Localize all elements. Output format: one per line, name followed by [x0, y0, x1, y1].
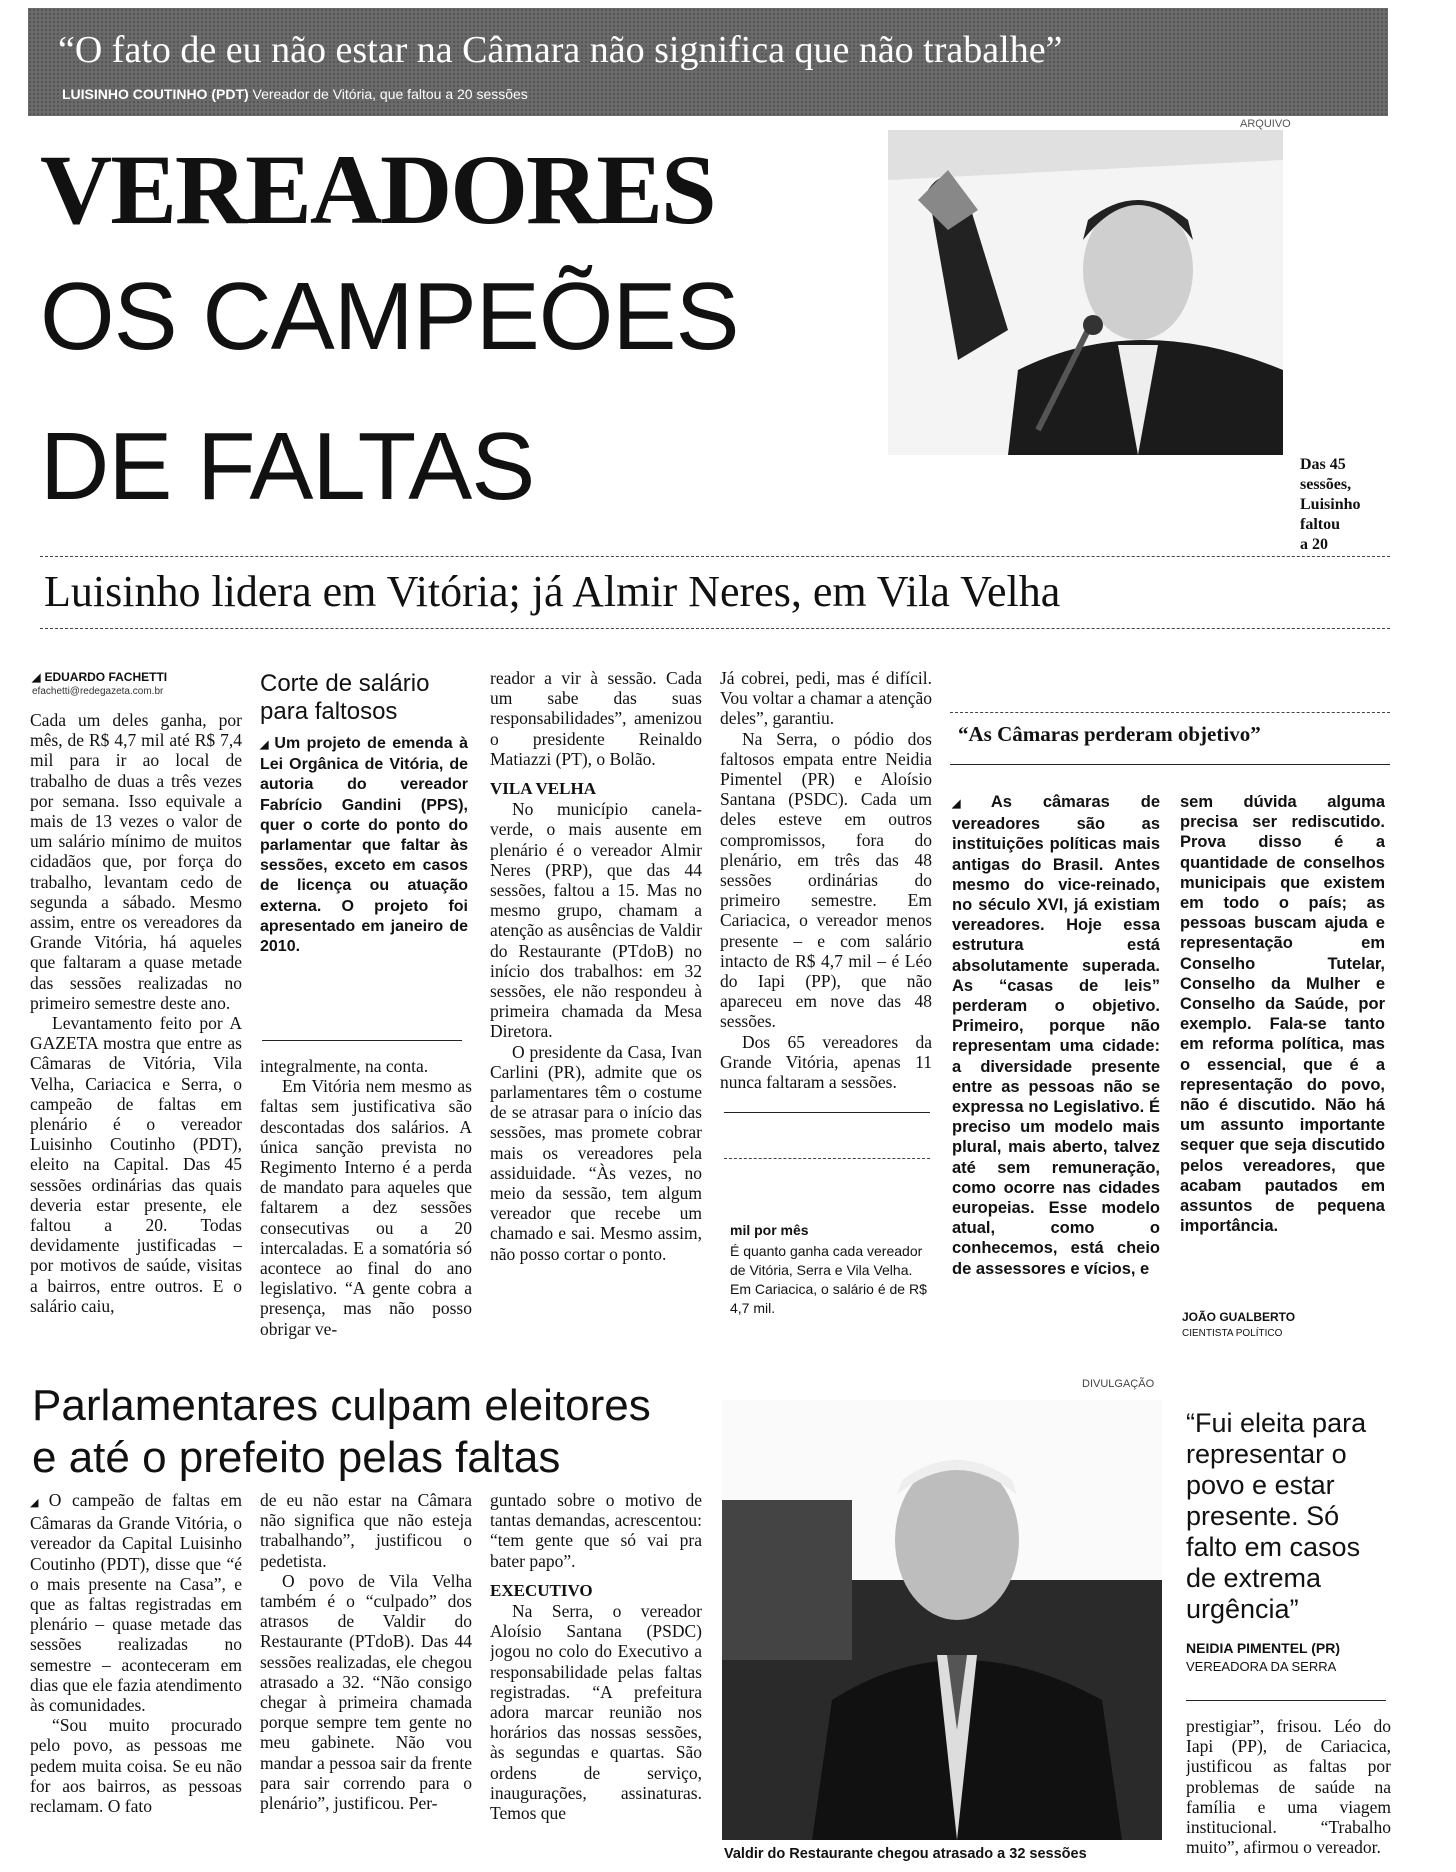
opinion-author-name: JOÃO GUALBERTO — [1182, 1310, 1296, 1324]
top-quote-role: Vereador de Vitória, que faltou a 20 sessões — [252, 86, 528, 102]
main-col2-para: integralmente, na conta. — [260, 1056, 429, 1076]
photo2-caption: Valdir do Restaurante chegou atrasado a 32 sessões — [724, 1846, 1087, 1862]
photo1-caption-line: Luisinho — [1300, 496, 1361, 513]
opinion-title: “As Câmaras perderam objetivo” — [958, 722, 1261, 746]
second-headline-line: e até o prefeito pelas faltas — [32, 1433, 561, 1482]
main-col3-para: No município canela-verde, o mais ausente em plenário é o vereador Almir Neres (PRP), que das 44 sessões, faltou a 15. Mas no mesmo grupo, chamam a atenção as ausências de Valdir do Restaurante (PTdoB) no início dos trabalhos: em 32 sessões, ele não respondeu à primeira chamada da Mesa Diretora. — [490, 799, 702, 1042]
main-col2 — [260, 1056, 472, 1356]
photo-luisinho — [888, 130, 1283, 455]
photo1-caption — [1300, 455, 1380, 555]
photo1-caption-line: faltou — [1300, 516, 1340, 533]
main-col1 — [30, 710, 242, 1355]
opinion-col1: ◢ As câmaras de vereadores são as instituições políticas mais antigas do Brasil. Antes mesmo do vice-reinado, no século XVI, já existiam vereadores. Hoje essa estrutura está absolutamente superada. As “casas de leis” perderam o objetivo. Primeiro, porque não representam uma cidade: a diversidade presente entre as pessoas não se expressa no Legislativo. É preciso um modelo mais plural, mais aberto, talvez até sem remuneração, como ocorre nas cidades europeias. Esse modelo atual, como o conhecemos, está cheio de assessores e vícios, e — [952, 793, 1160, 1278]
photo-luisinho-illustration — [888, 130, 1283, 455]
photo-valdir — [722, 1400, 1162, 1840]
neidia-quote-role: VEREADORA DA SERRA — [1186, 1659, 1337, 1674]
main-col3 — [490, 668, 702, 1358]
second-headline — [32, 1380, 752, 1484]
stat-box — [730, 1222, 930, 1318]
headline-line2: OS CAMPEÕES — [40, 263, 739, 370]
opinion-top-rule — [950, 712, 1390, 713]
byline-email: efachetti@redegazeta.com.br — [32, 686, 164, 697]
opinion-author — [1182, 1310, 1295, 1339]
main-col4-para: Já cobrei, pedi, mas é difícil. Vou voltar a chamar a atenção deles”, garantiu. — [720, 668, 932, 729]
neidia-quote-author: NEIDIA PIMENTEL (PR) — [1186, 1640, 1341, 1656]
photo1-caption-line: a 20 — [1300, 536, 1328, 553]
second-col4: prestigiar”, frisou. Léo do Iapi (PP), de Cariacica, justificou as faltas por problemas de saúde na família e uma viagem institucional. “Trabalho muito”, afirmou o vereador. — [1186, 1716, 1391, 1858]
opinion-author-role: CIENTISTA POLÍTICO — [1182, 1328, 1283, 1339]
salary-box-rule — [262, 1040, 462, 1041]
photo1-caption-line: Das 45 — [1300, 456, 1346, 473]
stat-text: É quanto ganha cada vereador de Vitória, Serra e Vila Velha. Em Cariacica, o salário é de R$ 4,7 mil. — [730, 1243, 927, 1316]
second-col3-subhead: EXECUTIVO — [490, 1580, 593, 1600]
stat-label: mil por mês — [730, 1222, 809, 1238]
byline: ◢ EDUARDO FACHETTI efachetti@redegazeta.com.br — [32, 670, 262, 697]
opinion-title-rule — [950, 764, 1390, 765]
subtitle-bottom-rule — [40, 628, 1390, 629]
opinion-col2: sem dúvida alguma precisa ser rediscutido. Prova disso é a quantidade de conselhos municipais que existem em todo o país; as pessoas buscam ajuda e representação em Conselho Tutelar, Conselho da Mulher e Conselho da Saúde, por exemplo. Fala-se tanto em reforma política, mas o essencial, que é a representação do povo, não é discutido. Não há um assunto importante sequer que seja discutido pelos vereadores, que acabam pautados em assuntos de pequena importância. — [1180, 793, 1385, 1236]
second-col2-para: de eu não estar na Câmara não significa que não esteja trabalhando”, justificou o pedetista. — [260, 1490, 472, 1571]
main-col3-subhead: VILA VELHA — [490, 779, 596, 799]
second-col1: ◢ O campeão de faltas em Câmaras da Grande Vitória, o vereador da Capital Luisinho Coutinho (PDT), disse que “é o mais presente na Casa”, e que as faltas registradas em plenário – quase metade das sessões realizadas no semestre – aconteceram em dias que ele fazia atendimento às comunidades. “Sou muito procurado pelo povo, as pessoas me pedem muita coisa. Se eu não for aos bairros, as pessoas reclamam. O fato — [30, 1490, 242, 1817]
photo-valdir-illustration — [722, 1400, 1162, 1840]
second-col2 — [260, 1490, 472, 1865]
second-col3-top: guntado sobre o motivo de tantas demandas, acrescentou: “tem gente que só vai pra bater papo”. — [490, 1490, 702, 1571]
top-quote-attribution — [62, 86, 528, 102]
subtitle: Luisinho lidera em Vitória; já Almir Neres, em Vila Velha — [44, 567, 1061, 616]
main-col3-para: O presidente da Casa, Ivan Carlini (PR), admite que os parlamentares têm o costume de se atrasar para o início das sessões, mas promete cobrar mais os vereadores pela assiduidade. “Às vezes, no meio da sessão, tem algum vereador que recebe um chamado e sai. Mesmo assim, não posso cortar o ponto. — [490, 1041, 702, 1264]
stat-mid-rule — [724, 1158, 930, 1159]
main-col4-para: Dos 65 vereadores da Grande Vitória, apenas 11 nunca faltaram a sessões. — [720, 1031, 932, 1093]
main-col2-para: Em Vitória nem mesmo as faltas sem justificativa são descontadas dos salários. A única sanção prevista no Regimento Interno é a perda de mandato para aqueles que faltarem a dez sessões consecutivas ou a 20 intercaladas. E a somatória só acontece ao final do ano legislativo. “A gente cobra a presença, mas não posso obrigar ve- — [260, 1076, 472, 1339]
salary-cut-box-text: ◢ Um projeto de emenda à Lei Orgânica de Vitória, de autoria do vereador Fabrício Gandini (PPS), quer o corte do ponto do parlamentar que faltar às sessões, exceto em casos de licença ou atuação externa. O projeto foi apresentado em janeiro de 2010. — [260, 735, 468, 956]
second-col2-para: O povo de Vila Velha também é o “culpado” dos atrasos de Valdir do Restaurante (PTdoB). Das 44 sessões realizadas, ele chegou atrasado a 32. “Não consigo chegar à primeira chamada porque sempre tem gente no meu gabinete. Não vou mandar a pessoa sair da frente para sair correndo para o plenário”, justificou. Per- — [260, 1570, 472, 1814]
neidia-quote: “Fui eleita para representar o povo e estar presente. Só falto em casos de extrema urgência” — [1186, 1408, 1367, 1624]
second-col3-para: Na Serra, o vereador Aloísio Santana (PSDC) jogou no colo do Executivo a responsabilidade pelas faltas registradas. “A prefeitura adora marcar reunião nos horários das nossas sessões, às segundas e quartas. São ordens de serviço, inaugurações, assinaturas. Temos que — [490, 1601, 702, 1824]
byline-name: EDUARDO FACHETTI — [44, 670, 168, 684]
quote-bottom-rule — [1186, 1700, 1386, 1701]
main-col4 — [720, 668, 932, 1098]
second-col1-para: “Sou muito procurado pelo povo, as pessoas me pedem muita coisa. Se eu não for aos bairros, as pessoas reclamam. O fato — [30, 1715, 242, 1817]
headline-line3: DE FALTAS — [40, 413, 535, 520]
second-col3 — [490, 1490, 702, 1865]
photo1-caption-line: sessões, — [1300, 476, 1352, 493]
stat-top-rule — [724, 1112, 930, 1113]
main-col1-para: Cada um deles ganha, por mês, de R$ 4,7 mil até R$ 7,4 mil para ir ao local de trabalho de duas a três vezes por semana. Isso equivale a mais de 13 vezes o valor de um salário mínimo de muitos cidadãos que, por força do trabalho, levantam cedo de segunda a sábado. Mesmo assim, entre os vereadores da Grande Vitória, há aqueles que faltaram a quase metade das sessões realizadas no primeiro semestre deste ano. — [30, 710, 242, 1013]
neidia-quote-attribution — [1186, 1640, 1340, 1674]
top-quote-banner — [28, 8, 1388, 116]
headline-line1: VEREADORES — [40, 134, 715, 245]
top-quote-text: “O fato de eu não estar na Câmara não significa que não trabalhe” — [58, 29, 1063, 71]
main-col1-para: Levantamento feito por A GAZETA mostra que entre as Câmaras de Vitória, Vila Velha, Cariacica e Serra, o campeão de faltas em plenário é o vereador Luisinho Coutinho (PDT), eleito na Capital. Das 45 sessões ordinárias das quais deveria estar presente, ele faltou a 20. Todas devidamente justificadas – por motivos de saúde, visitas a bairros, entre outros. E o salário caiu, — [30, 1013, 242, 1316]
photo2-credit: DIVULGAÇÃO — [1082, 1378, 1155, 1390]
top-quote-speaker: LUISINHO COUTINHO (PDT) — [62, 86, 249, 102]
photo1-credit: ARQUIVO — [1240, 118, 1291, 130]
salary-cut-box — [260, 670, 468, 957]
main-col3-top: reador a vir à sessão. Cada um sabe das suas responsabilidades”, amenizou o presidente Reinaldo Matiazzi (PT), o Bolão. — [490, 668, 702, 769]
main-col4-para: Na Serra, o pódio dos faltosos empata entre Neidia Pimentel (PR) e Aloísio Santana (PSDC). Cada um deles esteve em outros compromissos, fora do plenário, em três das 48 sessões ordinárias do primeiro semestre. Em Cariacica, o vereador menos presente – e com salário intacto de R$ 4,7 mil – é Léo do Iapi (PP), que não apareceu em nove das 48 sessões. — [720, 728, 932, 1032]
subtitle-top-rule — [40, 556, 1390, 557]
salary-cut-box-title: Corte de salário para faltosos — [260, 670, 430, 725]
second-headline-line: Parlamentares culpam eleitores — [32, 1381, 651, 1430]
